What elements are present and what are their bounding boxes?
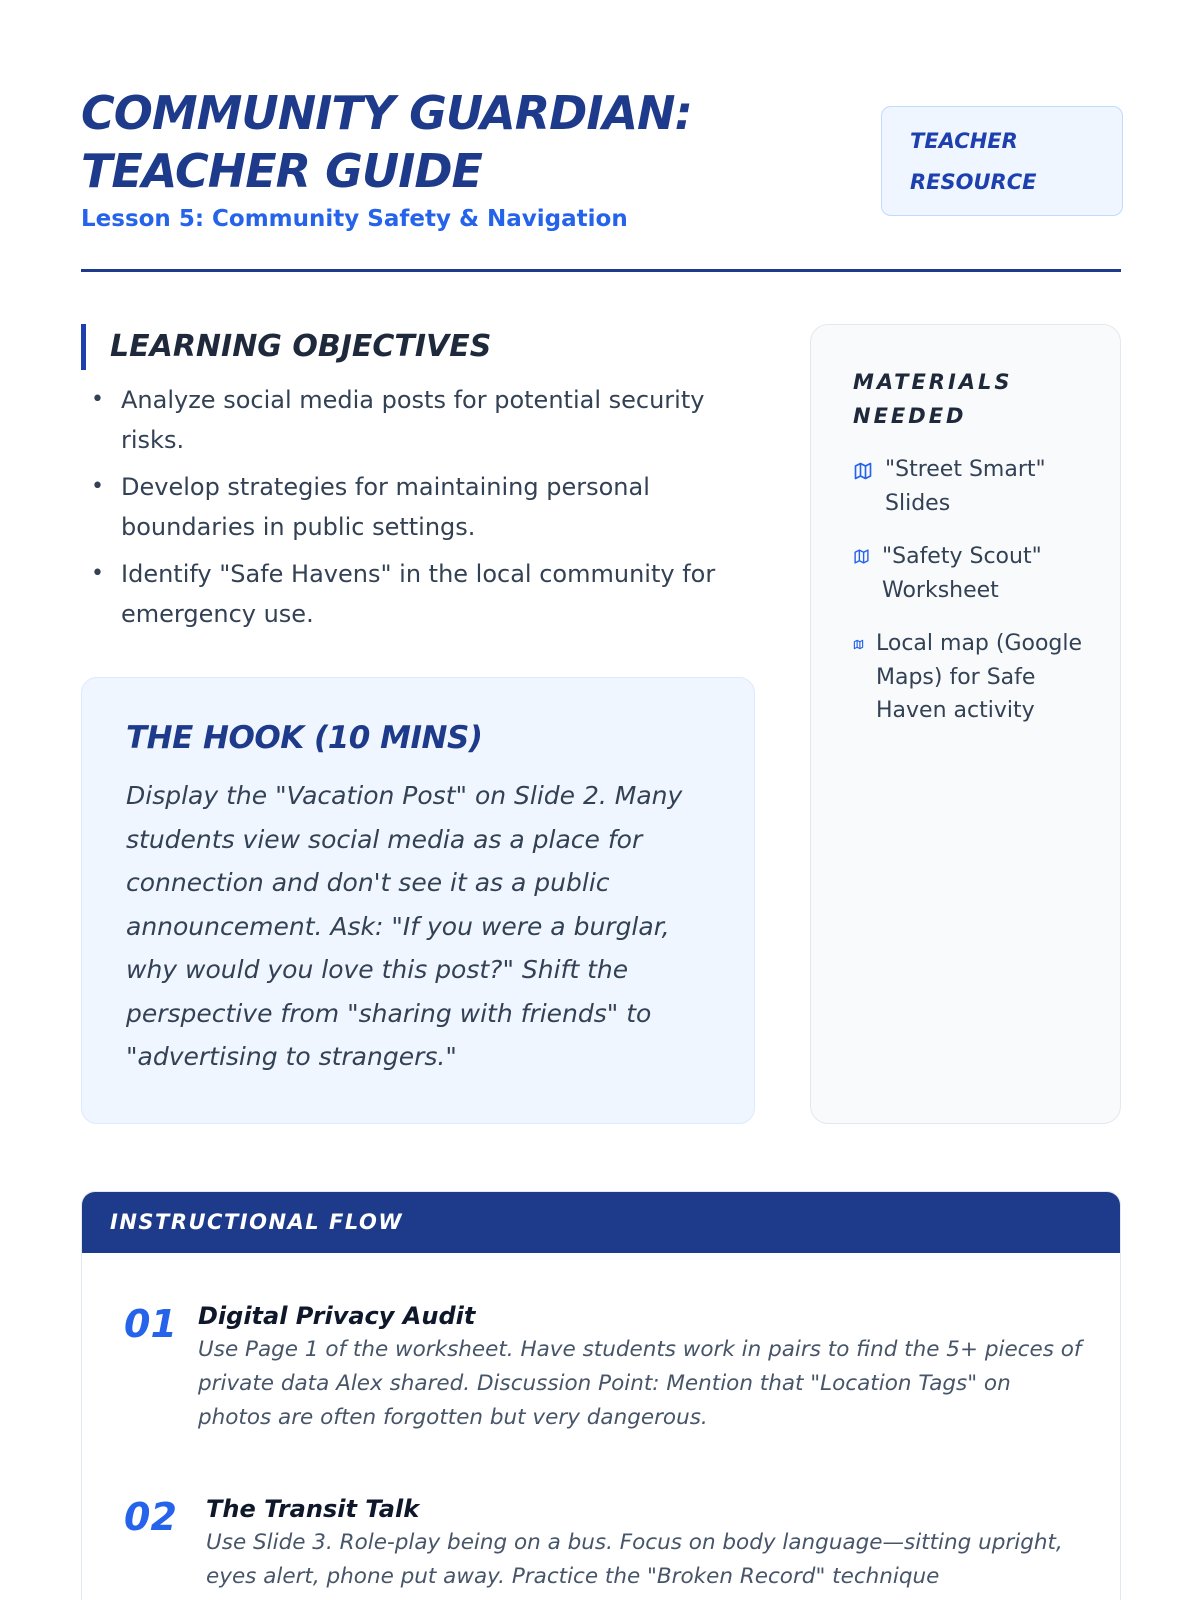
instructional-flow-header: INSTRUCTIONAL FLOW bbox=[82, 1192, 1120, 1253]
hook-title: THE HOOK (10 MINS) bbox=[126, 720, 483, 756]
objective-item: • Analyze social media posts for potential security risks. bbox=[81, 380, 761, 460]
step-content bbox=[206, 1492, 1084, 1594]
objectives-list bbox=[81, 380, 761, 634]
hook-body: Display the "Vacation Post" on Slide 2. Many students view social media as a place for connection and don't see it as a public announcement. Ask: "If you were a burglar, why would you love this post?" Shift the perspective from "sharing with friends" to "advertising to strangers." bbox=[126, 781, 683, 1071]
instructional-flow-section bbox=[81, 1191, 1121, 1600]
flow-step bbox=[124, 1492, 1084, 1594]
page-title-line-2: TEACHER GUIDE bbox=[81, 144, 482, 198]
material-text: Local map (Google Maps) for Safe Haven activity bbox=[876, 631, 1083, 723]
step-number: 02 bbox=[124, 1495, 177, 1539]
page-title bbox=[81, 84, 801, 200]
step-number: 01 bbox=[124, 1302, 177, 1346]
flow-step bbox=[124, 1299, 1084, 1435]
step-content bbox=[198, 1299, 1084, 1435]
lesson-subtitle: Lesson 5: Community Safety & Navigation bbox=[81, 206, 628, 232]
material-item bbox=[853, 453, 1084, 520]
step-body: Use Page 1 of the worksheet. Have students work in pairs to find the 5+ pieces of private data Alex shared. Discussion Point: Mention that "Location Tags" on photos are often forgotten but very dangerous. bbox=[198, 1337, 1082, 1430]
step-title: Digital Privacy Audit bbox=[198, 1302, 476, 1330]
teacher-resource-badge bbox=[881, 106, 1123, 216]
step-title: The Transit Talk bbox=[206, 1495, 420, 1523]
map-icon bbox=[853, 635, 864, 654]
materials-title-line-2: NEEDED bbox=[853, 404, 967, 428]
badge-line-2: RESOURCE bbox=[910, 170, 1037, 194]
material-item bbox=[853, 540, 1084, 607]
materials-title bbox=[853, 365, 1084, 433]
materials-panel bbox=[810, 324, 1121, 1124]
page-header bbox=[81, 84, 1121, 272]
map-icon bbox=[853, 548, 870, 569]
objective-item: • Identify "Safe Havens" in the local community for emergency use. bbox=[81, 554, 761, 634]
step-body: Use Slide 3. Role-play being on a bus. Focus on body language—sitting upright, eyes alert, phone put away. Practice the "Broken Record" technique bbox=[206, 1530, 1063, 1589]
map-icon bbox=[853, 461, 873, 485]
materials-title-line-1: MATERIALS bbox=[853, 370, 1013, 394]
badge-line-1: TEACHER bbox=[910, 129, 1018, 153]
material-text: "Street Smart" Slides bbox=[885, 457, 1046, 516]
materials-list bbox=[853, 453, 1084, 728]
material-item bbox=[853, 627, 1084, 728]
objective-item: • Develop strategies for maintaining personal boundaries in public settings. bbox=[81, 467, 761, 547]
learning-objectives-title: LEARNING OBJECTIVES bbox=[81, 324, 761, 370]
page-title-line-1: COMMUNITY GUARDIAN: bbox=[81, 86, 692, 140]
material-text: "Safety Scout" Worksheet bbox=[882, 544, 1042, 603]
learning-objectives-section bbox=[81, 324, 761, 641]
hook-panel bbox=[81, 677, 755, 1124]
